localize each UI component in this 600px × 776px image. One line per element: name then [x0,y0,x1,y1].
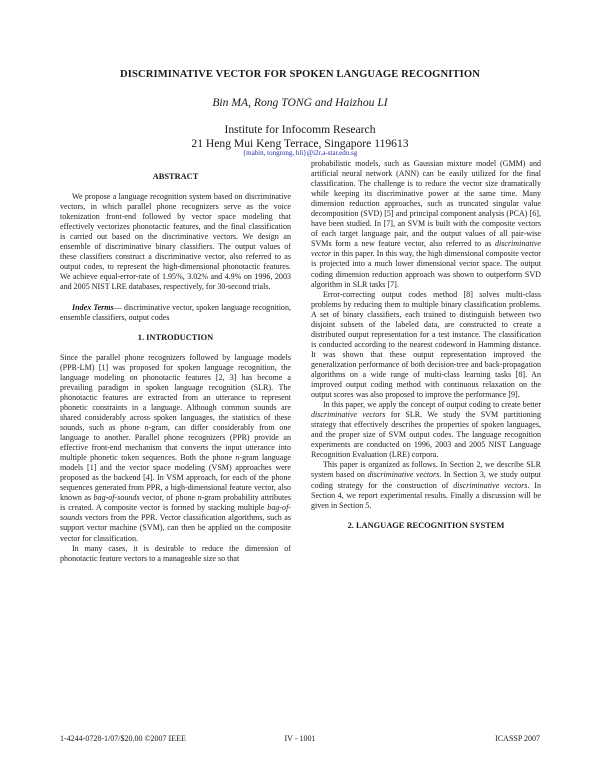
right-paragraph-1: probabilistic models, such as Gaussian mixture model (GMM) and artificial neural network (ANN) can be easily utilized for the final classification. The challenge is to reduce the vector size dramatically while keeping its discriminative power at the same time. Many dimension reduction approaches, such as truncated singular value decomposition (SVD) [5] and principal component analysis (PCA) [6], have been studied. In [7], an SVM is built with the composite vectors of each target language pair, and the output values of all pair-wise SVMs form a new feature vector, also referred to as discriminative vector in this paper. In this way, the high dimensional composite vector is projected into a much lower dimensional vector space. The output coding dimension reduction approach was shown to outperform SVD algorithm in SLR tasks [7]. [311,159,541,289]
institute-address: 21 Heng Mui Keng Terrace, Singapore 119613 [191,136,409,150]
left-column [60,172,291,564]
right-paragraph-3: In this paper, we apply the concept of output coding to create better discriminative vectors for SLR. We study the SVM partitioning strategy that effectively describes the properties of spoken languages, and the proper size of SVM output codes. The language recognition experiments are conducted on 1996, 2003 and 2005 NIST Language Recognition Evaluation (LRE) corpora. [311,400,541,460]
intro-paragraph-2: In many cases, it is desirable to reduce the dimension of phonotactic feature vectors to a manageable size so that [60,543,291,563]
author-emails[interactable]: {mabin, tongrong, hli}@i2r.a-star.edu.sg [242,149,358,157]
right-paragraph-2: Error-correcting output codes method [8] solves multi-class problems by reducing them to multiple binary classification problems. A set of binary classifiers, each trained to distinguish between two disjoint subsets of the labeled data, are constructed to create a distributed output representation for a test instance. The classification is conducted according to the nearest codeword in Hamming distance. It was shown that these output representation improved the generalization performance of both decision-tree and back-propagation algorithms on a wide range of multi-class learning tasks [8]. An improved output coding method with continuous relaxation on the output scores was also proposed to improve the performance [9]. [311,289,541,400]
intro-heading: 1. INTRODUCTION [137,332,214,342]
authors: Bin MA, Rong TONG and Haizhou LI [212,96,388,109]
paper-title: DISCRIMINATIVE VECTOR FOR SPOKEN LANGUAGE RECOGNITION [120,69,480,80]
section-2-heading: 2. LANGUAGE RECOGNITION SYSTEM [347,520,505,530]
institute-name: Institute for Infocomm Research [224,123,376,136]
footer-copyright: 1-4244-0728-1/07/$20.00 ©2007 IEEE [60,734,186,743]
footer-conference: ICASSP 2007 [495,734,540,743]
right-column [311,159,541,531]
index-terms [60,303,291,323]
affiliation [0,123,600,150]
abstract-heading: ABSTRACT [152,172,199,181]
abstract-body: We propose a language recognition system based on discriminative vectors, in which parallel phone recognizers serve as the voice tokenization front-end followed by vector space modeling that effectively vectorizes phonotactic features, and the final classification is carried out based on the discriminative vectors. We design an ensemble of discriminative binary classifiers. The output values of these classifiers construct a discriminative vector, also referred to as output codes, to represent the high-dimensional phonotactic features. We achieve equal-error-rate of 1.95%, 3.02% and 4.9% on 1996, 2003 and 2005 NIST LRE databases, respectively, for 30-second trials. [60,192,291,292]
index-terms-label: Index Terms [72,302,114,312]
index-terms-text: discriminative vector, spoken language recognition, ensemble classifiers, output codes [60,302,291,322]
intro-paragraph-1: Since the parallel phone recognizers followed by language models (PPR-LM) [1] was proposed for spoken language recognition, the language modeling on phonotactic features [2, 3] has become a prevailing paradigm in spoken language recognition (SLR). The phonotactic features are extracted from an utterance to represent phonetic constraints in a language. Although common sounds are shared considerably across spoken languages, the statistics of these sounds, such as phone n-gram, can differ considerably from one language to another. Parallel phone recognizers (PPR) provide an effective front-end mechanism that converts the input utterance into multiple phonetic token sequences. Both the phone n-gram language models [1] and the vector space modeling (VSM) approaches were proposed as the backend [4]. In VSM approach, for each of the phone sequences generated from PPR, a high-dimensional feature vector, also known as bag-of-sounds vector, of phone n-gram probability attributes is created. A composite vector is formed by stacking multiple bag-of-sounds vectors from the PPR. Vector classification algorithms, such as support vector machine (SVM), can then be applied on the composite vector for classification. [60,352,291,543]
right-paragraph-4: This paper is organized as follows. In Section 2, we describe SLR system based on discriminative vectors. In Section 3, we study output coding strategy for the construction of discriminative vectors. In Section 4, we report experimental results. Finally a discussion will be given in Section 5. [311,460,541,510]
footer-page-number: IV - 1001 [284,734,316,743]
index-terms-sep: — [113,302,124,312]
